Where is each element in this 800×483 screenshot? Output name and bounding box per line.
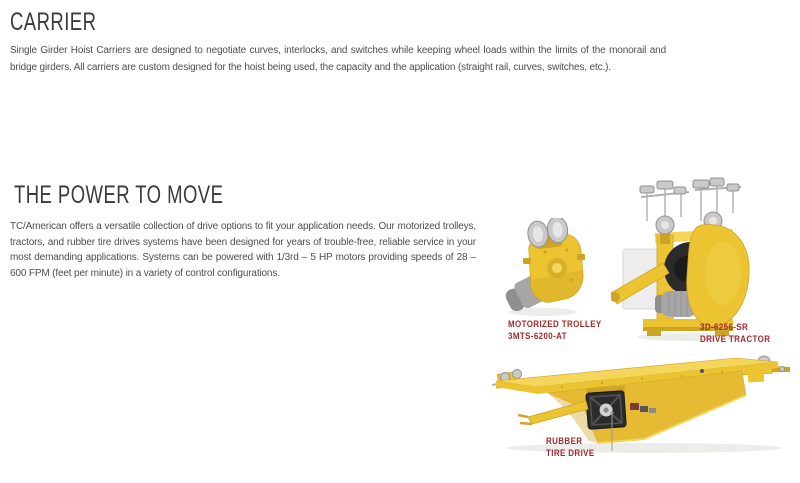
motorized-trolley-caption xyxy=(508,319,602,342)
caption-line: TIRE DRIVE xyxy=(546,447,595,459)
rubber-tire-drive-image xyxy=(492,351,792,457)
motorized-trolley-figure xyxy=(501,218,593,318)
power-to-move-heading xyxy=(14,181,297,210)
rubber-drive-gearbox xyxy=(586,386,628,430)
drive-tractor-caption xyxy=(700,322,770,345)
carrier-heading-text: CARRIER xyxy=(10,8,97,36)
power-to-move-heading-text: THE POWER TO MOVE xyxy=(14,181,224,209)
tractor-suspension-rig xyxy=(641,185,741,225)
rubber-tire-drive-figure xyxy=(492,351,792,457)
power-to-move-description: TC/American offers a versatile collection of drive options to fit your application needs. Our motorized trolleys, tractors, and rubber tire drives systems have been designed for years of trouble-free, reliable service in your most demanding applications. Systems can be powered with 1/3rd – 5 HP motors providing speeds of 28 – 600 FPM (feet per minute) in a variety of control configurations. xyxy=(10,221,476,279)
carrier-description: Single Girder Hoist Carriers are designed to negotiate curves, interlocks, and switches while keeping wheel loads within the limits of the monorail and bridge girders. All carriers are custom designed for the hoist being used, the capacity and the application (straight rail, curves, switches, etc.). xyxy=(10,45,666,73)
rubber-tire-drive-caption xyxy=(546,436,595,459)
caption-line: MOTORIZED TROLLEY xyxy=(508,319,602,330)
motorized-trolley-image xyxy=(501,218,593,318)
caption-line: 3D-6256-SR xyxy=(700,322,749,333)
caption-line: RUBBER xyxy=(546,436,583,447)
tractor-rail-clamps xyxy=(640,178,739,194)
caption-line: 3MTS-6200-AT xyxy=(508,330,567,342)
carrier-heading xyxy=(10,8,127,37)
caption-line: DRIVE TRACTOR xyxy=(700,333,771,345)
